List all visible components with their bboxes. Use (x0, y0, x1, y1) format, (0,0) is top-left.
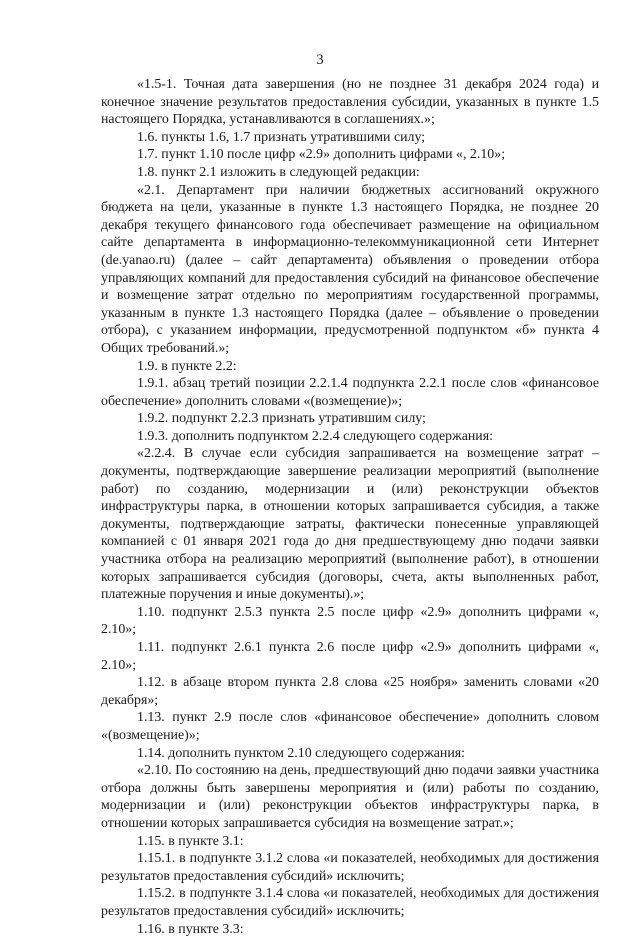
paragraph: 1.12. в абзаце втором пункта 2.8 слова «25 ноября» заменить словами «20 декабря»; (101, 674, 599, 709)
paragraph: 1.16. в пункте 3.3: (101, 921, 599, 938)
paragraph: 1.7. пункт 1.10 после цифр «2.9» дополнить цифрами «, 2.10»; (101, 146, 599, 164)
paragraph: 1.13. пункт 2.9 после слов «финансовое обеспечение» дополнить словом «(возмещение)»; (101, 709, 599, 744)
paragraph: 1.10. подпункт 2.5.3 пункта 2.5 после цифр «2.9» дополнить цифрами «, 2.10»; (101, 604, 599, 639)
paragraph: «2.2.4. В случае если субсидия запрашивается на возмещение затрат – документы, подтверждающие завершение реализации мероприятий (выполнение работ) по созданию, модернизации и (или) реконструкции объектов инфраструктуры парка, в отношении которых запрашивается субсидия, а также документы, подтверждающие затраты, фактически понесенные управляющей компанией с 01 января 2021 года до дня предшествующему дню подачи заявки участника отбора на реализацию мероприятий (выполнение работ), в отношении которых запрашивается субсидия (договоры, счета, акты выполненных работ, платежные поручения и иные документы).»; (101, 445, 599, 603)
paragraph: «1.5-1. Точная дата завершения (но не позднее 31 декабря 2024 года) и конечное значение результатов предоставления субсидии, указанных в пункте 1.5 настоящего Порядка, устанавливаются в соглашениях.»; (101, 76, 599, 129)
paragraph: 1.6. пункты 1.6, 1.7 признать утратившими силу; (101, 129, 599, 147)
paragraph: 1.14. дополнить пунктом 2.10 следующего содержания: (101, 745, 599, 763)
page-number: 3 (0, 52, 640, 69)
document-body (101, 76, 599, 938)
paragraph: 1.15. в пункте 3.1: (101, 833, 599, 851)
paragraph: 1.9.3. дополнить подпунктом 2.2.4 следующего содержания: (101, 428, 599, 446)
paragraph: 1.8. пункт 2.1 изложить в следующей редакции: (101, 164, 599, 182)
paragraph: 1.15.1. в подпункте 3.1.2 слова «и показателей, необходимых для достижения результатов предоставления субсидий» исключить; (101, 850, 599, 885)
paragraph: 1.9.2. подпункт 2.2.3 признать утратившим силу; (101, 410, 599, 428)
paragraph: 1.9.1. абзац третий позиции 2.2.1.4 подпункта 2.2.1 после слов «финансовое обеспечение» дополнить словами «(возмещение)»; (101, 375, 599, 410)
paragraph: 1.9. в пункте 2.2: (101, 358, 599, 376)
paragraph: 1.11. подпункт 2.6.1 пункта 2.6 после цифр «2.9» дополнить цифрами «, 2.10»; (101, 639, 599, 674)
paragraph: «2.10. По состоянию на день, предшествующий дню подачи заявки участника отбора должны быть завершены мероприятия и (или) работы по созданию, модернизации и (или) реконструкции объектов инфраструктуры парка, в отношении которых запрашивается субсидия на возмещение затрат.»; (101, 762, 599, 832)
paragraph: «2.1. Департамент при наличии бюджетных ассигнований окружного бюджета на цели, указанные в пункте 1.3 настоящего Порядка, не позднее 20 декабря текущего финансового года обеспечивает размещение на официальном сайте департамента в информационно-телекоммуникационной сети Интернет (de.yanao.ru) (далее – сайт департамента) объявления о проведении отбора управляющих компаний для предоставления субсидий на финансовое обеспечение и возмещение затрат отдельно по мероприятиям государственной программы, указанным в пункте 1.3 настоящего Порядка (далее – объявление о проведении отбора), с указанием информации, предусмотренной подпунктом «б» пункта 4 Общих требований.»; (101, 182, 599, 358)
paragraph: 1.15.2. в подпункте 3.1.4 слова «и показателей, необходимых для достижения результатов предоставления субсидий» исключить; (101, 885, 599, 920)
